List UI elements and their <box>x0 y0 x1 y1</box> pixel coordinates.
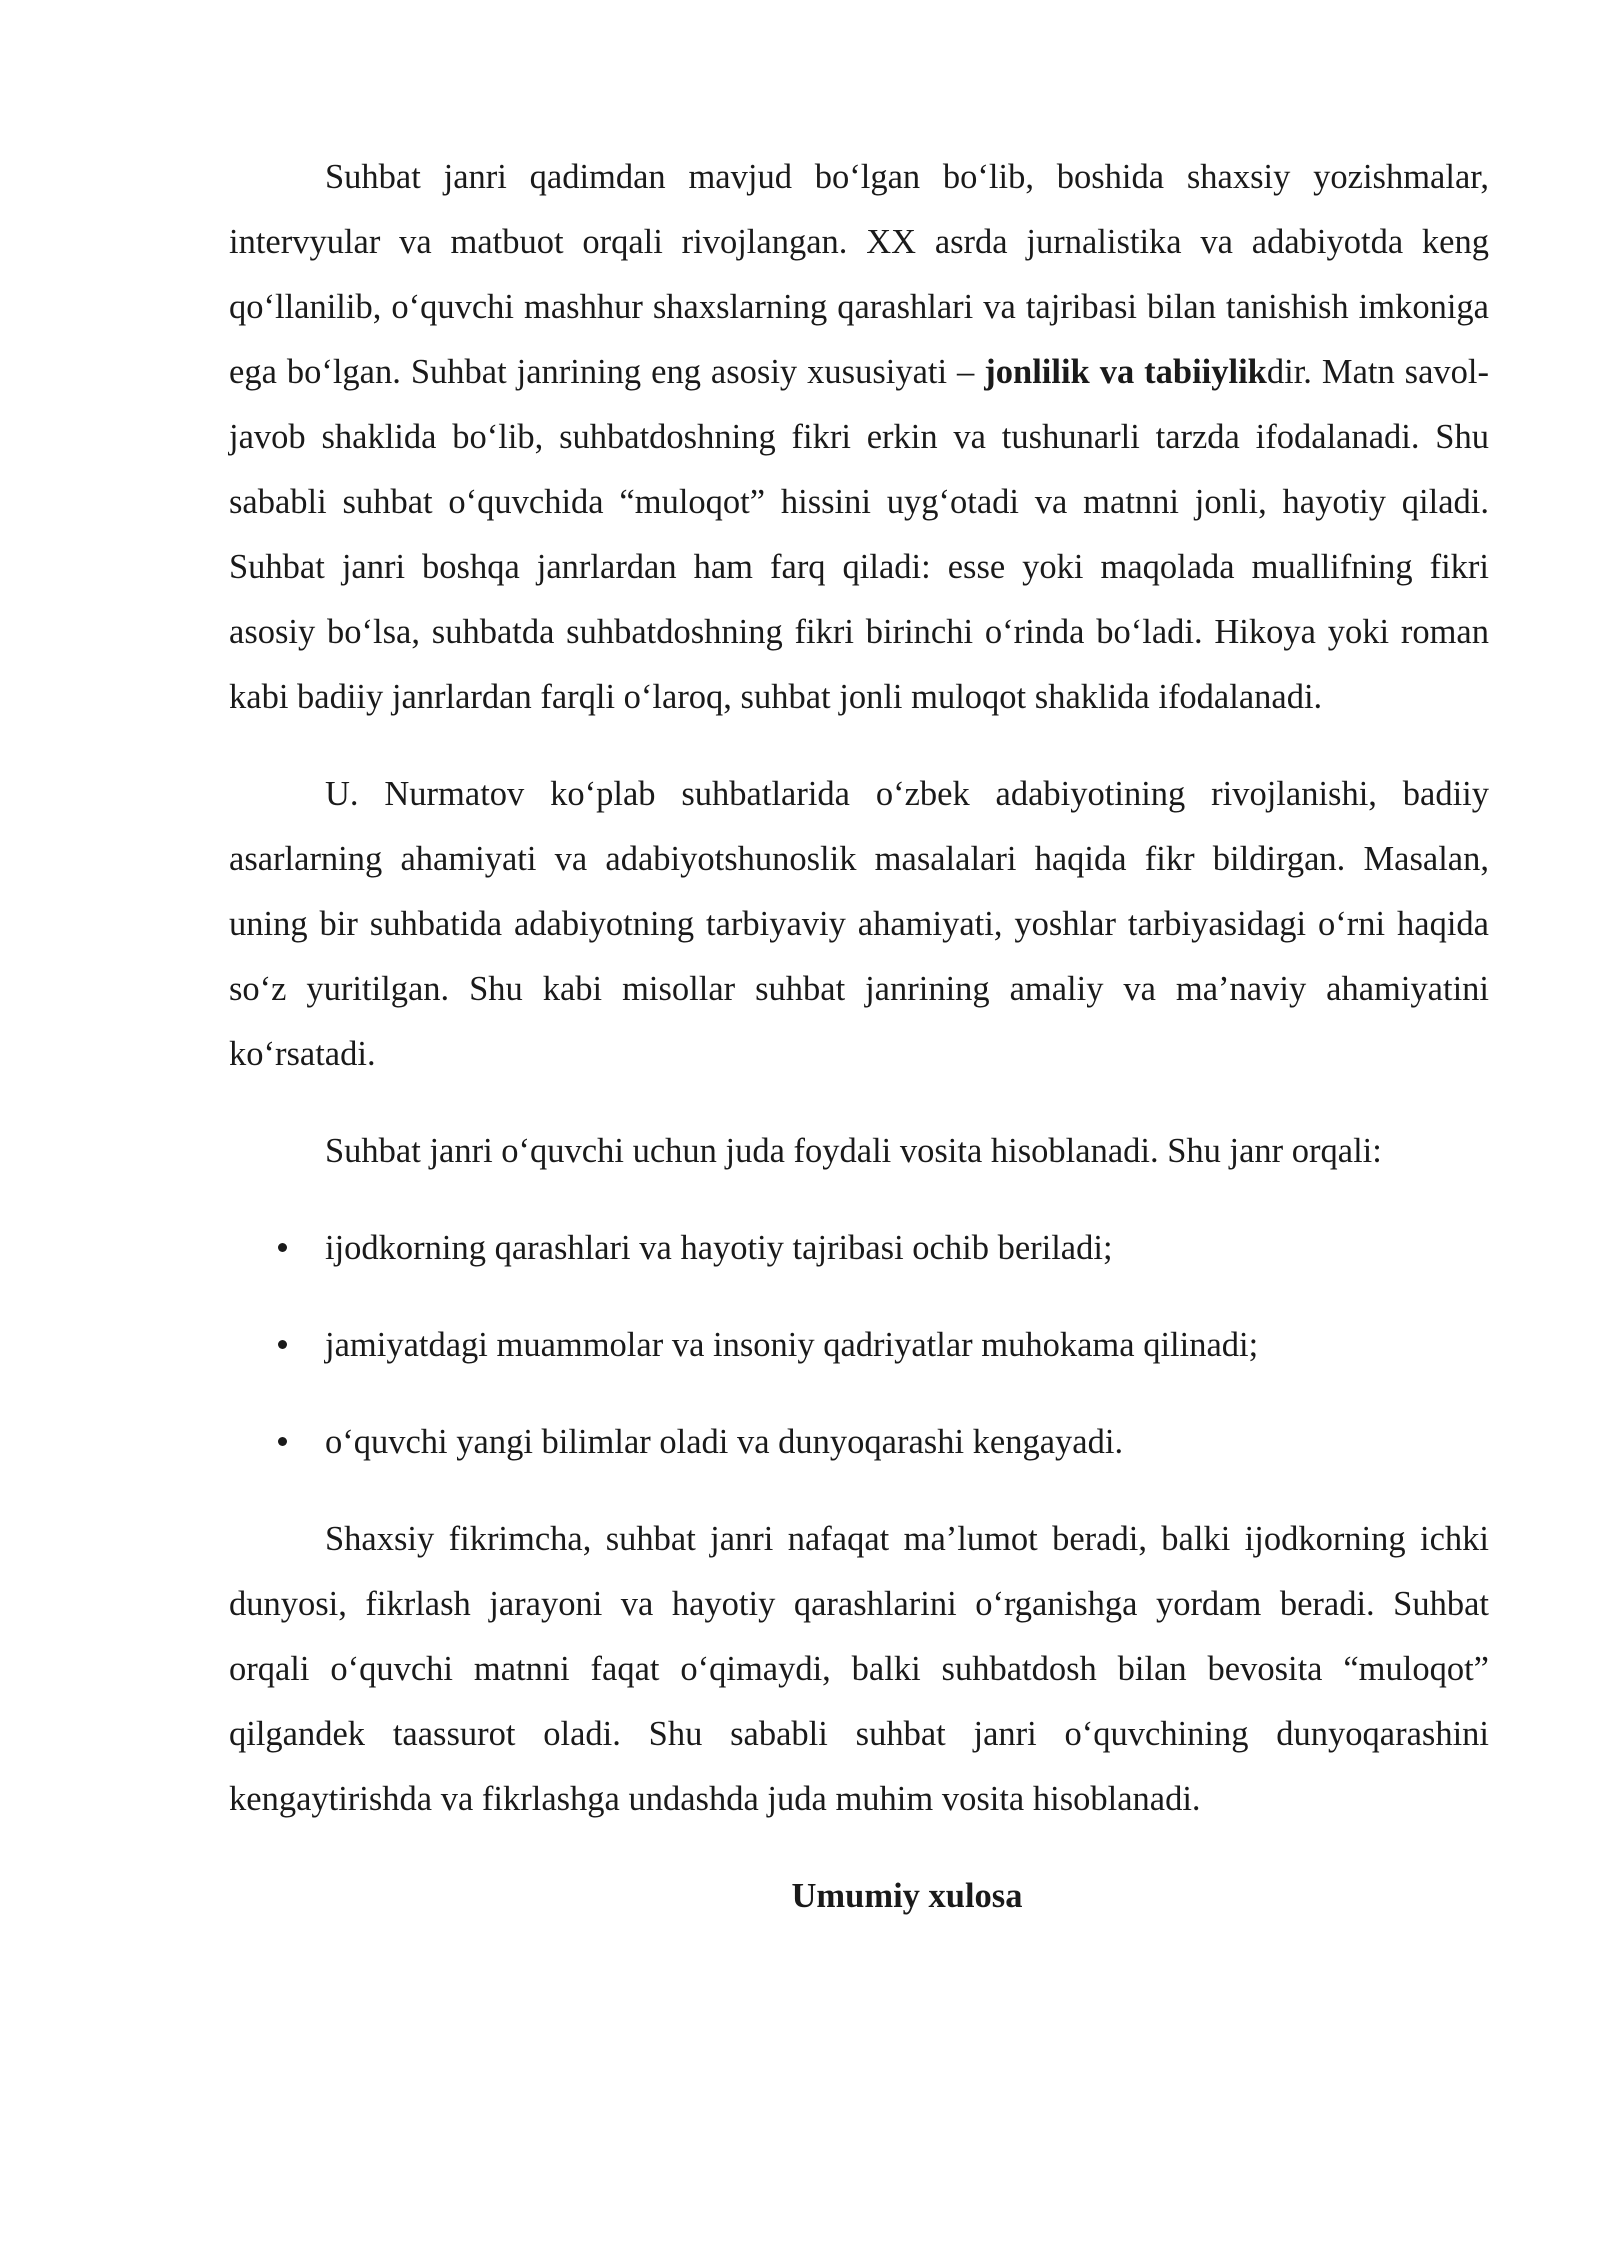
bullet-icon <box>278 1340 287 1349</box>
paragraph-history <box>229 145 1489 730</box>
list-item-text: o‘quvchi yangi bilimlar oladi va dunyoqarashi kengayadi. <box>325 1423 1124 1461</box>
bold-phrase: jonlilik va tabiiylik <box>984 353 1267 391</box>
list-item <box>229 1410 1489 1475</box>
paragraph-text: Suhbat janri qadimdan mavjud bo‘lgan bo‘lib, boshida shaxsiy yozishmalar, intervyular va matbuot orqali rivojlangan. XX asrda jurnalistika va adabiyotda keng qo‘llanilib, o‘quvchi mashhur shaxslarning qarashlari va tajribasi bilan tanishish imkoniga ega bo‘lgan. Suhbat janrining eng asosiy xususiyati – <box>229 158 1489 391</box>
bullet-icon <box>278 1437 287 1446</box>
list-item-text: ijodkorning qarashlari va hayotiy tajribasi ochib beriladi; <box>325 1229 1113 1267</box>
paragraph-opinion: Shaxsiy fikrimcha, suhbat janri nafaqat ma’lumot beradi, balki ijodkorning ichki dunyosi, fikrlash jarayoni va hayotiy qarashlarini o‘rganishga yordam beradi. Suhbat orqali o‘quvchi matnni faqat o‘qimaydi, balki suhbatdosh bilan bevosita “muloqot” qilgandek taassurot oladi. Shu sababli suhbat janri o‘quvchining dunyoqarashini kengaytirishda va fikrlashga undashda juda muhim vosita hisoblanadi. <box>229 1520 1489 1818</box>
list-item <box>229 1216 1489 1281</box>
list-item <box>229 1313 1489 1378</box>
bullet-list <box>229 1216 1489 1475</box>
paragraph-usefulness: Suhbat janri o‘quvchi uchun juda foydali vosita hisoblanadi. Shu janr orqali: <box>325 1132 1382 1170</box>
paragraph-text: dir. Matn savol-javob shaklida bo‘lib, suhbatdoshning fikri erkin va tushunarli tarzda ifodalanadi. Shu sababli suhbat o‘quvchida “muloqot” hissini uyg‘otadi va matnni jonli, hayotiy qiladi. Suhbat janri boshqa janrlardan ham farq qiladi: esse yoki maqolada muallifning fikri asosiy bo‘lsa, suhbatda suhbatdoshning fikri birinchi o‘rinda bo‘ladi. Hikoya yoki roman kabi badiiy janrlardan farqli o‘laroq, suhbat jonli muloqot shaklida ifodalanadi. <box>229 353 1489 716</box>
document-page <box>229 145 1489 1929</box>
bullet-icon <box>278 1243 287 1252</box>
list-item-text: jamiyatdagi muammolar va insoniy qadriyatlar muhokama qilinadi; <box>325 1326 1259 1364</box>
section-heading: Umumiy xulosa <box>791 1877 1023 1915</box>
paragraph-nurmatov: U. Nurmatov ko‘plab suhbatlarida o‘zbek adabiyotining rivojlanishi, badiiy asarlarning ahamiyati va adabiyotshunoslik masalalari haqida fikr bildirgan. Masalan, uning bir suhbatida adabiyotning tarbiyaviy ahamiyati, yoshlar tarbiyasidagi o‘rni haqida so‘z yuritilgan. Shu kabi misollar suhbat janrining amaliy va ma’naviy ahamiyatini ko‘rsatadi. <box>229 775 1489 1073</box>
